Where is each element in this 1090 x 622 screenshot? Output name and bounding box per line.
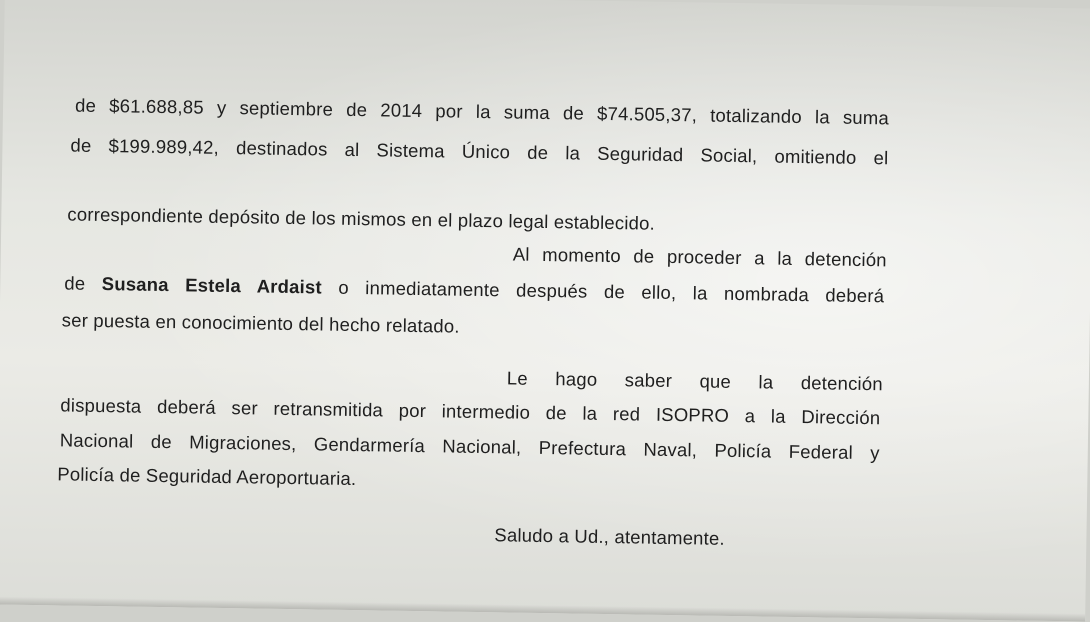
paragraph-1-line-2: de $199.989,42, destinados al Sistema Único de la Seguridad Social, omitiendo el <box>70 134 889 169</box>
paragraph-2-prefix: de <box>64 272 86 294</box>
paragraph-2-suffix: o inmediatamente después de ello, la nombrada deberá <box>338 276 885 307</box>
paragraph-2-line-1: Al momento de proceder a la detención <box>512 243 887 271</box>
person-name: Susana Estela Ardaist <box>101 273 323 298</box>
paragraph-3-line-1: Le hago saber que la detención <box>506 367 883 395</box>
paragraph-1-line-1: de $61.688,85 y septiembre de 2014 por la suma de $74.505,37, totalizando la suma <box>74 94 890 129</box>
paragraph-2-line-2 <box>64 273 884 306</box>
paragraph-2-line-3: ser puesta en conocimiento del hecho relatado. <box>61 309 460 337</box>
paragraph-3-line-2: dispuesta deberá ser retransmitida por intermedio de la red ISOPRO a la Dirección <box>60 394 881 429</box>
page-bottom-shadow <box>0 596 1085 621</box>
paragraph-3-line-4: Policía de Seguridad Aeroportuaria. <box>57 463 357 490</box>
paragraph-1-line-3: correspondiente depósito de los mismos en el plazo legal establecido. <box>67 203 656 234</box>
closing-salutation: Saludo a Ud., atentamente. <box>494 524 725 549</box>
paragraph-3-line-3: Nacional de Migraciones, Gendarmería Nacional, Prefectura Naval, Policía Federal y <box>59 429 880 464</box>
